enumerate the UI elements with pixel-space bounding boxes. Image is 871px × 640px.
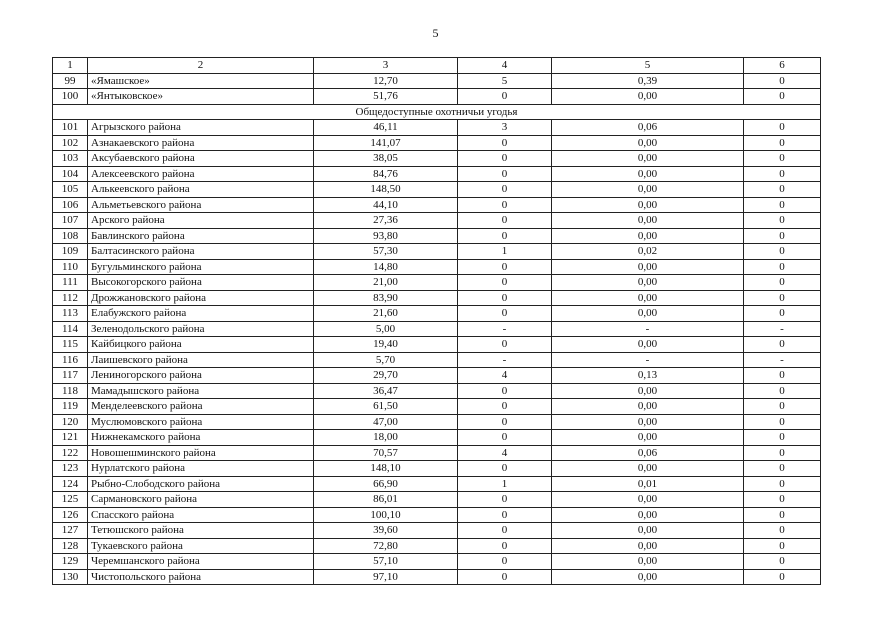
- column-header: 6: [744, 58, 821, 74]
- cell-col-6-value: -: [744, 321, 821, 337]
- table-row: [53, 89, 821, 105]
- cell-col-5-value: 0,00: [552, 275, 744, 291]
- cell-col-5-value: 0,00: [552, 399, 744, 415]
- data-table: [52, 57, 821, 585]
- cell-name: Бугульминского района: [88, 259, 314, 275]
- cell-col-5-value: 0,00: [552, 135, 744, 151]
- cell-col-5-value: 0,00: [552, 507, 744, 523]
- column-header: 3: [314, 58, 458, 74]
- table-row: [53, 399, 821, 415]
- table-row: [53, 538, 821, 554]
- cell-col-4-value: 0: [458, 430, 552, 446]
- cell-name: Лаишевского района: [88, 352, 314, 368]
- cell-col-3-value: 5,00: [314, 321, 458, 337]
- cell-col-6-value: 0: [744, 290, 821, 306]
- cell-row-number: 120: [53, 414, 88, 430]
- cell-name: Мамадышского района: [88, 383, 314, 399]
- cell-row-number: 117: [53, 368, 88, 384]
- cell-col-6-value: 0: [744, 492, 821, 508]
- cell-col-3-value: 21,00: [314, 275, 458, 291]
- cell-col-3-value: 84,76: [314, 166, 458, 182]
- cell-row-number: 121: [53, 430, 88, 446]
- table-row: [53, 290, 821, 306]
- column-header: 1: [53, 58, 88, 74]
- cell-row-number: 112: [53, 290, 88, 306]
- cell-col-6-value: 0: [744, 197, 821, 213]
- cell-col-5-value: -: [552, 321, 744, 337]
- cell-col-3-value: 29,70: [314, 368, 458, 384]
- cell-col-3-value: 86,01: [314, 492, 458, 508]
- cell-name: Нурлатского района: [88, 461, 314, 477]
- cell-row-number: 114: [53, 321, 88, 337]
- cell-col-6-value: 0: [744, 244, 821, 260]
- cell-col-3-value: 141,07: [314, 135, 458, 151]
- cell-col-3-value: 83,90: [314, 290, 458, 306]
- cell-col-5-value: 0,00: [552, 166, 744, 182]
- table-row: [53, 414, 821, 430]
- table-row: [53, 352, 821, 368]
- cell-name: Азнакаевского района: [88, 135, 314, 151]
- cell-col-5-value: 0,00: [552, 228, 744, 244]
- table-row: [53, 337, 821, 353]
- cell-row-number: 102: [53, 135, 88, 151]
- cell-name: Альметьевского района: [88, 197, 314, 213]
- cell-name: Зеленодольского района: [88, 321, 314, 337]
- cell-col-6-value: 0: [744, 120, 821, 136]
- cell-row-number: 108: [53, 228, 88, 244]
- cell-col-4-value: 0: [458, 228, 552, 244]
- cell-col-3-value: 93,80: [314, 228, 458, 244]
- cell-col-5-value: 0,00: [552, 523, 744, 539]
- cell-name: Аксубаевского района: [88, 151, 314, 167]
- cell-col-6-value: 0: [744, 89, 821, 105]
- table-row: [53, 135, 821, 151]
- cell-col-4-value: 0: [458, 399, 552, 415]
- cell-col-5-value: -: [552, 352, 744, 368]
- cell-name: Сармановского района: [88, 492, 314, 508]
- cell-name: Кайбицкого района: [88, 337, 314, 353]
- cell-col-4-value: 5: [458, 73, 552, 89]
- cell-col-6-value: 0: [744, 275, 821, 291]
- cell-col-4-value: 0: [458, 492, 552, 508]
- cell-row-number: 130: [53, 569, 88, 585]
- cell-col-4-value: 0: [458, 554, 552, 570]
- cell-name: Дрожжановского района: [88, 290, 314, 306]
- cell-name: Арского района: [88, 213, 314, 229]
- cell-col-5-value: 0,00: [552, 569, 744, 585]
- cell-row-number: 110: [53, 259, 88, 275]
- cell-col-5-value: 0,39: [552, 73, 744, 89]
- cell-col-5-value: 0,00: [552, 337, 744, 353]
- table-row: [53, 151, 821, 167]
- cell-col-6-value: 0: [744, 213, 821, 229]
- cell-name: Чистопольского района: [88, 569, 314, 585]
- cell-name: Менделеевского района: [88, 399, 314, 415]
- cell-col-4-value: -: [458, 321, 552, 337]
- cell-col-4-value: 0: [458, 182, 552, 198]
- cell-row-number: 116: [53, 352, 88, 368]
- cell-col-4-value: 0: [458, 383, 552, 399]
- cell-col-5-value: 0,00: [552, 182, 744, 198]
- cell-col-4-value: 0: [458, 569, 552, 585]
- cell-row-number: 123: [53, 461, 88, 477]
- cell-col-4-value: 4: [458, 445, 552, 461]
- cell-col-3-value: 39,60: [314, 523, 458, 539]
- cell-col-5-value: 0,00: [552, 414, 744, 430]
- cell-row-number: 105: [53, 182, 88, 198]
- column-header: 2: [88, 58, 314, 74]
- cell-col-5-value: 0,00: [552, 259, 744, 275]
- cell-col-6-value: 0: [744, 430, 821, 446]
- cell-col-6-value: 0: [744, 554, 821, 570]
- cell-name: Бавлинского района: [88, 228, 314, 244]
- cell-col-4-value: 0: [458, 166, 552, 182]
- cell-col-6-value: 0: [744, 383, 821, 399]
- table-row: [53, 321, 821, 337]
- cell-row-number: 125: [53, 492, 88, 508]
- cell-col-5-value: 0,00: [552, 89, 744, 105]
- cell-col-3-value: 72,80: [314, 538, 458, 554]
- cell-col-6-value: 0: [744, 523, 821, 539]
- table-row: [53, 507, 821, 523]
- cell-row-number: 129: [53, 554, 88, 570]
- cell-col-3-value: 18,00: [314, 430, 458, 446]
- cell-col-6-value: 0: [744, 73, 821, 89]
- cell-col-4-value: 0: [458, 337, 552, 353]
- cell-col-3-value: 46,11: [314, 120, 458, 136]
- cell-col-3-value: 44,10: [314, 197, 458, 213]
- table-row: [53, 554, 821, 570]
- cell-name: Тукаевского района: [88, 538, 314, 554]
- cell-name: Тетюшского района: [88, 523, 314, 539]
- cell-col-4-value: 0: [458, 259, 552, 275]
- cell-col-3-value: 21,60: [314, 306, 458, 322]
- cell-row-number: 106: [53, 197, 88, 213]
- cell-col-5-value: 0,13: [552, 368, 744, 384]
- table-row: [53, 306, 821, 322]
- cell-name: Агрызского района: [88, 120, 314, 136]
- cell-col-3-value: 100,10: [314, 507, 458, 523]
- cell-col-5-value: 0,00: [552, 151, 744, 167]
- cell-row-number: 109: [53, 244, 88, 260]
- section-row: [53, 104, 821, 120]
- cell-row-number: 118: [53, 383, 88, 399]
- cell-col-4-value: 0: [458, 213, 552, 229]
- table-row: [53, 523, 821, 539]
- cell-col-6-value: 0: [744, 151, 821, 167]
- cell-name: Алексеевского района: [88, 166, 314, 182]
- table-row: [53, 73, 821, 89]
- table-row: [53, 166, 821, 182]
- cell-col-6-value: 0: [744, 507, 821, 523]
- cell-col-5-value: 0,00: [552, 306, 744, 322]
- cell-col-5-value: 0,00: [552, 383, 744, 399]
- table-body: [53, 58, 821, 585]
- table-row: [53, 383, 821, 399]
- cell-row-number: 128: [53, 538, 88, 554]
- cell-row-number: 107: [53, 213, 88, 229]
- header-row: [53, 58, 821, 74]
- cell-col-6-value: 0: [744, 259, 821, 275]
- cell-row-number: 119: [53, 399, 88, 415]
- cell-name: Черемшанского района: [88, 554, 314, 570]
- cell-col-6-value: 0: [744, 461, 821, 477]
- section-title: Общедоступные охотничьи угодья: [53, 104, 821, 120]
- cell-col-3-value: 14,80: [314, 259, 458, 275]
- cell-col-5-value: 0,00: [552, 538, 744, 554]
- cell-col-5-value: 0,00: [552, 430, 744, 446]
- cell-col-5-value: 0,00: [552, 492, 744, 508]
- cell-col-6-value: 0: [744, 182, 821, 198]
- cell-col-5-value: 0,06: [552, 120, 744, 136]
- cell-col-3-value: 57,30: [314, 244, 458, 260]
- cell-col-5-value: 0,00: [552, 213, 744, 229]
- table-row: [53, 476, 821, 492]
- table-row: [53, 445, 821, 461]
- cell-col-4-value: 0: [458, 135, 552, 151]
- cell-col-5-value: 0,06: [552, 445, 744, 461]
- cell-col-4-value: 0: [458, 275, 552, 291]
- cell-row-number: 115: [53, 337, 88, 353]
- cell-row-number: 111: [53, 275, 88, 291]
- cell-row-number: 113: [53, 306, 88, 322]
- cell-col-6-value: 0: [744, 306, 821, 322]
- cell-col-6-value: 0: [744, 228, 821, 244]
- table-row: [53, 197, 821, 213]
- table-row: [53, 430, 821, 446]
- cell-col-5-value: 0,00: [552, 554, 744, 570]
- cell-col-4-value: 0: [458, 507, 552, 523]
- cell-col-4-value: -: [458, 352, 552, 368]
- cell-col-5-value: 0,00: [552, 197, 744, 213]
- cell-col-3-value: 5,70: [314, 352, 458, 368]
- cell-col-4-value: 0: [458, 290, 552, 306]
- cell-col-3-value: 38,05: [314, 151, 458, 167]
- cell-col-4-value: 1: [458, 244, 552, 260]
- cell-name: Рыбно-Слободского района: [88, 476, 314, 492]
- cell-name: Спасского района: [88, 507, 314, 523]
- table-row: [53, 569, 821, 585]
- cell-col-6-value: 0: [744, 368, 821, 384]
- cell-col-5-value: 0,02: [552, 244, 744, 260]
- cell-col-4-value: 4: [458, 368, 552, 384]
- cell-col-6-value: 0: [744, 337, 821, 353]
- cell-col-4-value: 1: [458, 476, 552, 492]
- cell-col-3-value: 51,76: [314, 89, 458, 105]
- cell-row-number: 103: [53, 151, 88, 167]
- cell-name: «Ямашское»: [88, 73, 314, 89]
- cell-col-6-value: 0: [744, 476, 821, 492]
- cell-col-4-value: 0: [458, 151, 552, 167]
- column-header: 5: [552, 58, 744, 74]
- cell-col-6-value: 0: [744, 399, 821, 415]
- cell-row-number: 122: [53, 445, 88, 461]
- cell-col-3-value: 47,00: [314, 414, 458, 430]
- cell-name: Елабужского района: [88, 306, 314, 322]
- cell-col-3-value: 97,10: [314, 569, 458, 585]
- cell-col-3-value: 70,57: [314, 445, 458, 461]
- table-row: [53, 275, 821, 291]
- cell-name: Высокогорского района: [88, 275, 314, 291]
- cell-col-4-value: 0: [458, 306, 552, 322]
- cell-col-3-value: 12,70: [314, 73, 458, 89]
- column-header: 4: [458, 58, 552, 74]
- cell-row-number: 99: [53, 73, 88, 89]
- cell-col-6-value: 0: [744, 569, 821, 585]
- cell-col-4-value: 0: [458, 461, 552, 477]
- cell-name: Балтасинского района: [88, 244, 314, 260]
- cell-row-number: 127: [53, 523, 88, 539]
- cell-col-4-value: 0: [458, 197, 552, 213]
- cell-name: Нижнекамского района: [88, 430, 314, 446]
- cell-col-6-value: -: [744, 352, 821, 368]
- cell-col-3-value: 61,50: [314, 399, 458, 415]
- table-row: [53, 368, 821, 384]
- cell-col-6-value: 0: [744, 538, 821, 554]
- cell-col-6-value: 0: [744, 166, 821, 182]
- table-row: [53, 244, 821, 260]
- cell-col-4-value: 0: [458, 414, 552, 430]
- cell-col-6-value: 0: [744, 445, 821, 461]
- cell-col-4-value: 0: [458, 89, 552, 105]
- cell-col-3-value: 148,10: [314, 461, 458, 477]
- table-row: [53, 228, 821, 244]
- table-row: [53, 259, 821, 275]
- cell-row-number: 100: [53, 89, 88, 105]
- cell-name: Лениногорского района: [88, 368, 314, 384]
- table-row: [53, 120, 821, 136]
- cell-col-6-value: 0: [744, 135, 821, 151]
- cell-col-3-value: 19,40: [314, 337, 458, 353]
- cell-row-number: 101: [53, 120, 88, 136]
- cell-col-4-value: 0: [458, 523, 552, 539]
- cell-col-3-value: 27,36: [314, 213, 458, 229]
- cell-col-6-value: 0: [744, 414, 821, 430]
- cell-col-5-value: 0,00: [552, 461, 744, 477]
- table-row: [53, 182, 821, 198]
- cell-name: Алькеевского района: [88, 182, 314, 198]
- cell-col-3-value: 66,90: [314, 476, 458, 492]
- cell-row-number: 124: [53, 476, 88, 492]
- page-number: 5: [432, 26, 439, 40]
- cell-col-3-value: 36,47: [314, 383, 458, 399]
- cell-col-3-value: 148,50: [314, 182, 458, 198]
- cell-col-4-value: 3: [458, 120, 552, 136]
- cell-name: Новошешминского района: [88, 445, 314, 461]
- cell-col-3-value: 57,10: [314, 554, 458, 570]
- cell-row-number: 126: [53, 507, 88, 523]
- cell-col-5-value: 0,00: [552, 290, 744, 306]
- table-row: [53, 461, 821, 477]
- cell-name: «Янтыковское»: [88, 89, 314, 105]
- table-row: [53, 492, 821, 508]
- cell-name: Муслюмовского района: [88, 414, 314, 430]
- table-row: [53, 213, 821, 229]
- cell-row-number: 104: [53, 166, 88, 182]
- cell-col-4-value: 0: [458, 538, 552, 554]
- cell-col-5-value: 0,01: [552, 476, 744, 492]
